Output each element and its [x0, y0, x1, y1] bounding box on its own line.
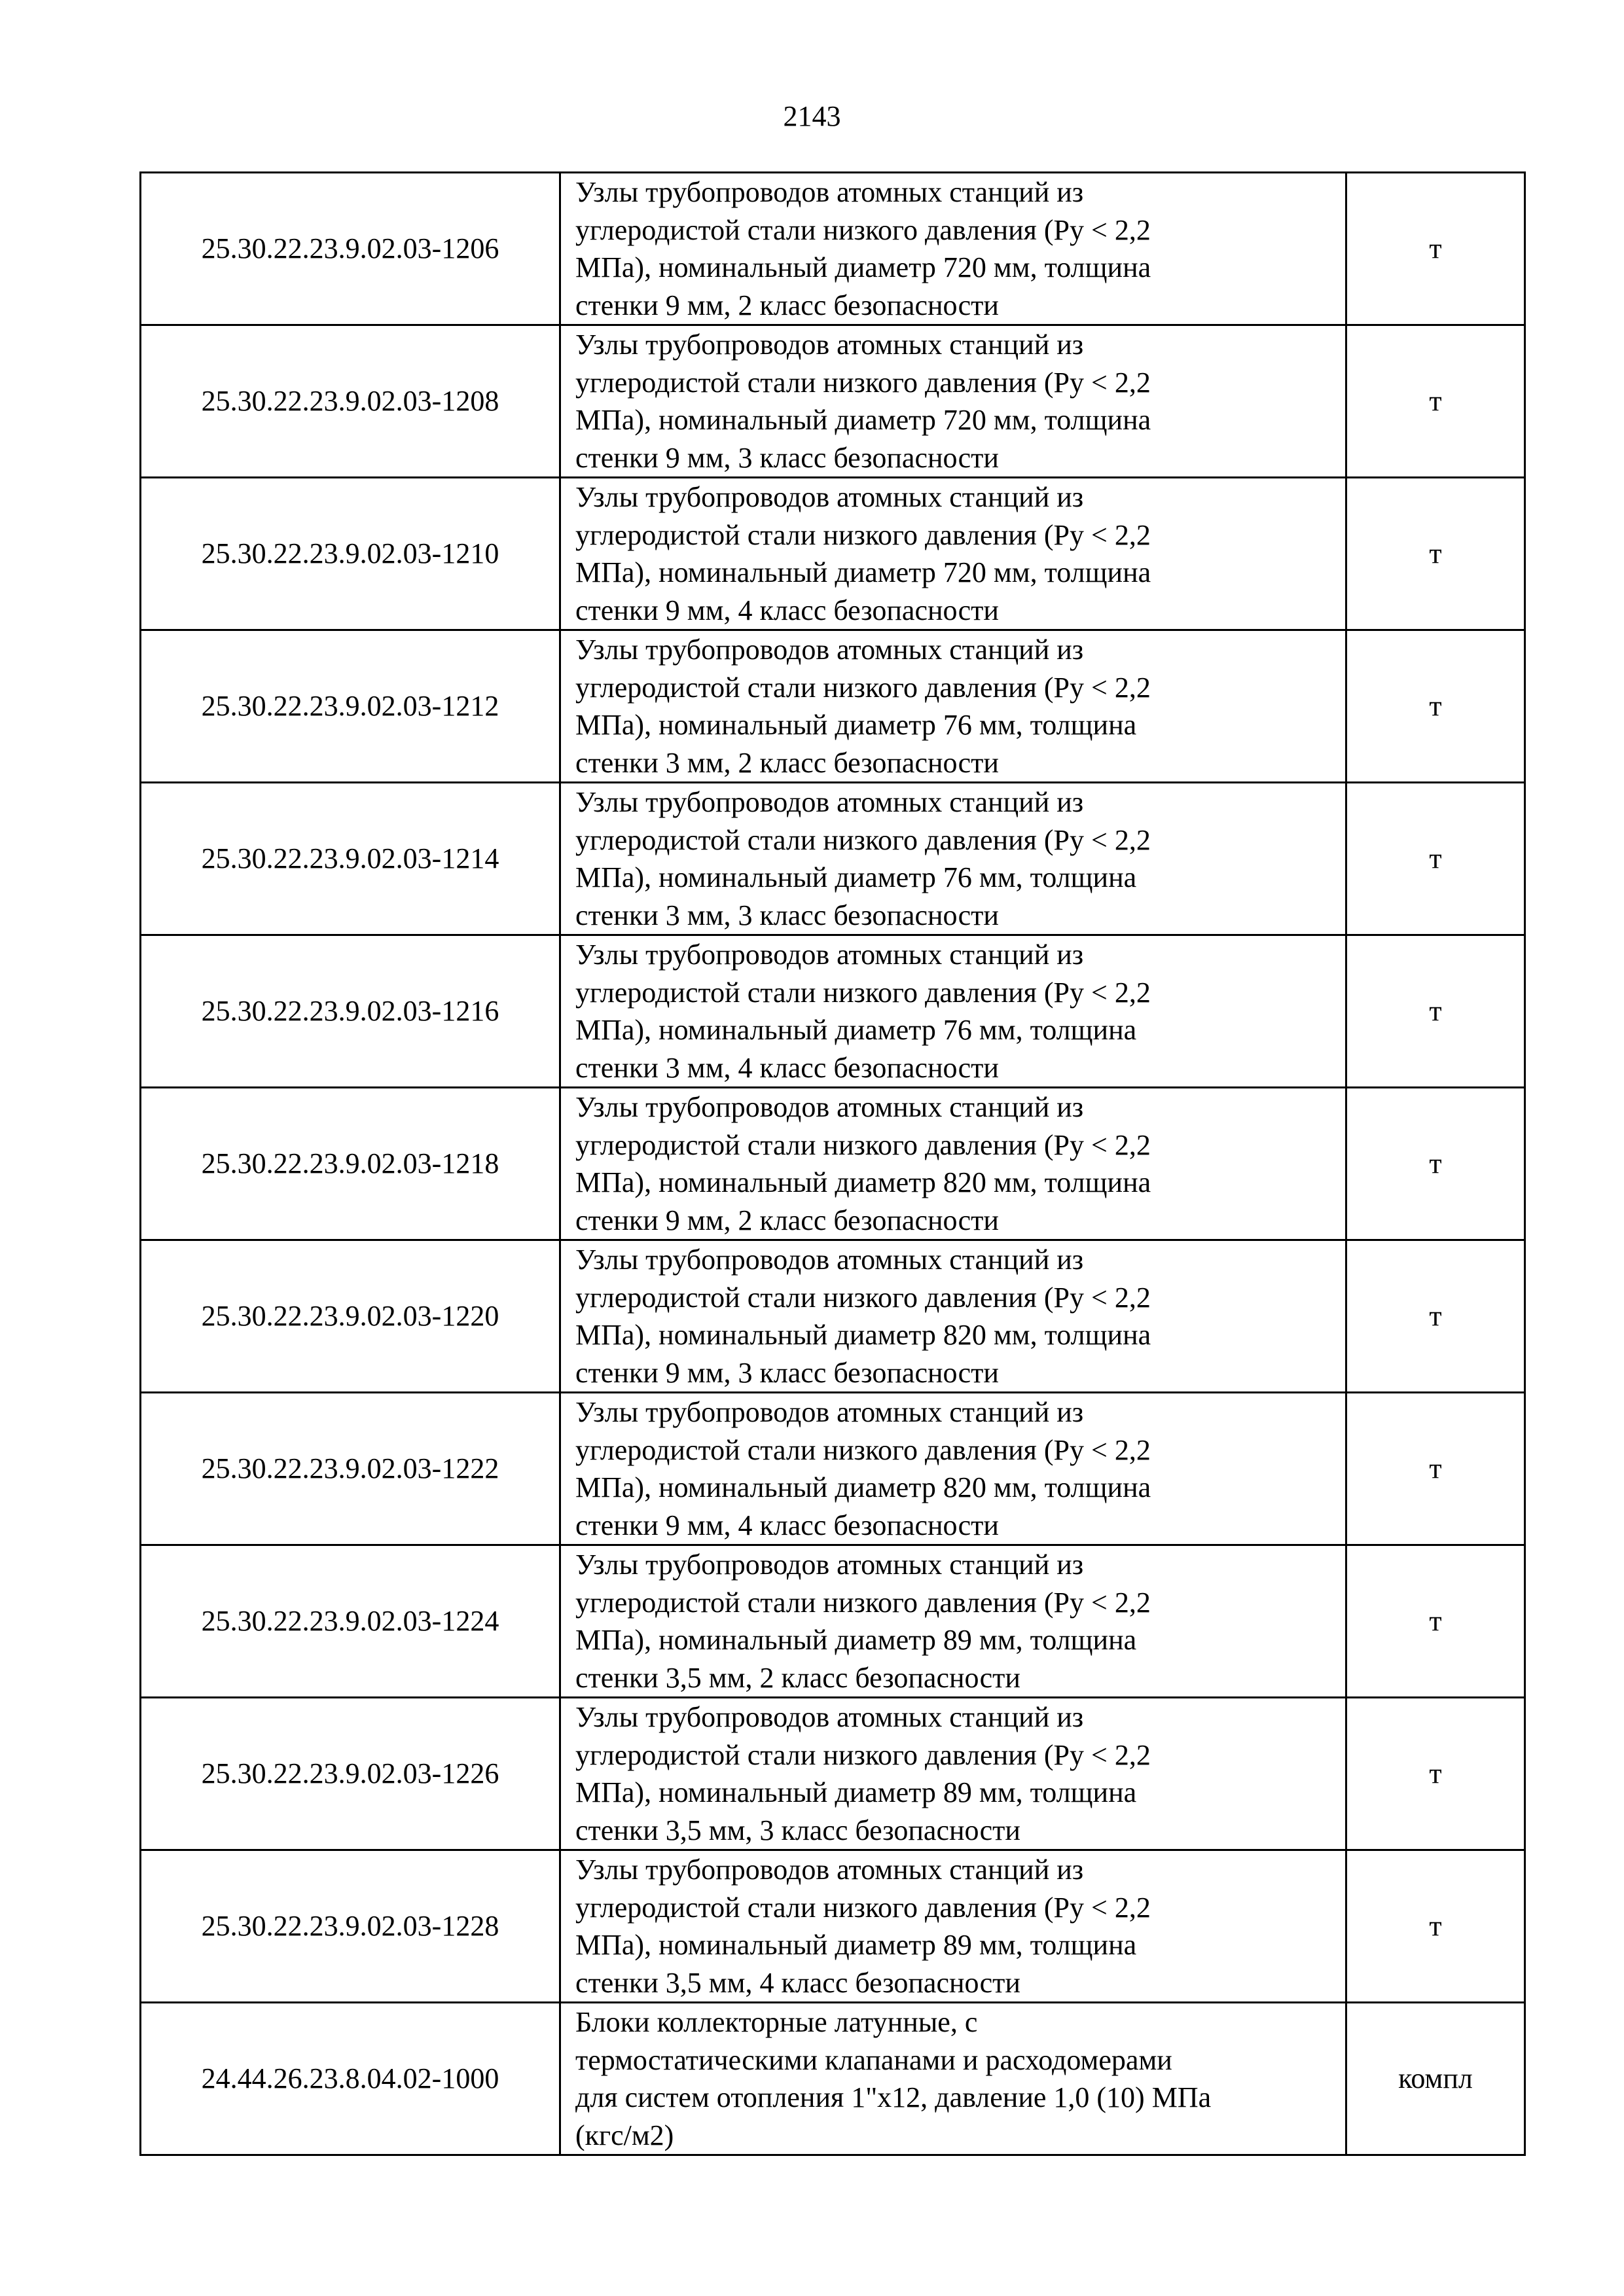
resource-name-line: Узлы трубопроводов атомных станций из	[575, 1854, 1084, 1886]
resource-name-line: Узлы трубопроводов атомных станций из	[575, 1244, 1084, 1276]
resource-name-line: стенки 9 мм, 2 класс безопасности	[575, 289, 999, 321]
resource-code: 25.30.22.23.9.02.03-1224	[141, 1545, 560, 1698]
resource-name	[560, 1240, 1346, 1393]
resource-name-line: углеродистой стали низкого давления (Ру < 2,2	[575, 671, 1151, 704]
table-row	[141, 1088, 1525, 1240]
resource-name-line: Узлы трубопроводов атомных станций из	[575, 481, 1084, 513]
resource-name-line: Узлы трубопроводов атомных станций из	[575, 1549, 1084, 1581]
unit-of-measure: т	[1346, 630, 1525, 783]
resource-name-line: МПа), номинальный диаметр 720 мм, толщина	[575, 404, 1151, 436]
resource-code: 25.30.22.23.9.02.03-1210	[141, 478, 560, 630]
resource-code: 25.30.22.23.9.02.03-1220	[141, 1240, 560, 1393]
resource-name-line: МПа), номинальный диаметр 720 мм, толщина	[575, 251, 1151, 283]
table-row	[141, 783, 1525, 935]
resource-name-line: (кгс/м2)	[575, 2119, 674, 2151]
resource-name-line: стенки 3,5 мм, 3 класс безопасности	[575, 1814, 1020, 1846]
resource-code: 25.30.22.23.9.02.03-1218	[141, 1088, 560, 1240]
resource-name-line: МПа), номинальный диаметр 720 мм, толщина	[575, 556, 1151, 588]
unit-of-measure: т	[1346, 935, 1525, 1088]
resource-name-line: Узлы трубопроводов атомных станций из	[575, 176, 1084, 208]
resource-name-line: Узлы трубопроводов атомных станций из	[575, 939, 1084, 971]
resource-name	[560, 1698, 1346, 1850]
table-row	[141, 1545, 1525, 1698]
resource-name-line: углеродистой стали низкого давления (Ру < 2,2	[575, 213, 1151, 246]
unit-of-measure: т	[1346, 1393, 1525, 1545]
unit-of-measure: т	[1346, 1698, 1525, 1850]
resource-name	[560, 2003, 1346, 2155]
resource-code: 25.30.22.23.9.02.03-1206	[141, 173, 560, 325]
unit-of-measure: т	[1346, 1240, 1525, 1393]
resource-name-line: углеродистой стали низкого давления (Ру < 2,2	[575, 1128, 1151, 1161]
resource-name-line: МПа), номинальный диаметр 76 мм, толщина	[575, 861, 1137, 893]
resource-name-line: МПа), номинальный диаметр 76 мм, толщина	[575, 1014, 1137, 1046]
unit-of-measure: т	[1346, 325, 1525, 478]
resource-name-line: углеродистой стали низкого давления (Ру < 2,2	[575, 976, 1151, 1009]
resource-name	[560, 325, 1346, 478]
resource-name-line: углеродистой стали низкого давления (Ру < 2,2	[575, 1281, 1151, 1314]
resource-name-line: стенки 3 мм, 2 класс безопасности	[575, 746, 999, 779]
unit-of-measure: т	[1346, 783, 1525, 935]
resource-name-line: стенки 3 мм, 3 класс безопасности	[575, 899, 999, 931]
resource-name-line: МПа), номинальный диаметр 820 мм, толщина	[575, 1471, 1151, 1503]
table-row	[141, 325, 1525, 478]
table-row	[141, 478, 1525, 630]
unit-of-measure: компл	[1346, 2003, 1525, 2155]
resource-name-line: углеродистой стали низкого давления (Ру < 2,2	[575, 823, 1151, 856]
resource-name-line: для систем отопления 1"х12, давление 1,0 (10) МПа	[575, 2081, 1212, 2113]
resource-code: 25.30.22.23.9.02.03-1222	[141, 1393, 560, 1545]
resource-name-line: стенки 9 мм, 2 класс безопасности	[575, 1204, 999, 1236]
resource-name	[560, 1850, 1346, 2003]
unit-of-measure: т	[1346, 478, 1525, 630]
resource-table	[139, 171, 1526, 2156]
resource-name-line: Блоки коллекторные латунные, с	[575, 2006, 978, 2038]
resource-name	[560, 630, 1346, 783]
resource-name	[560, 935, 1346, 1088]
unit-of-measure: т	[1346, 1545, 1525, 1698]
resource-name	[560, 1545, 1346, 1698]
table-row	[141, 1393, 1525, 1545]
resource-name-line: Узлы трубопроводов атомных станций из	[575, 329, 1084, 361]
resource-name-line: МПа), номинальный диаметр 89 мм, толщина	[575, 1776, 1137, 1808]
resource-name-line: термостатическими клапанами и расходомерами	[575, 2043, 1172, 2076]
resource-code: 25.30.22.23.9.02.03-1226	[141, 1698, 560, 1850]
resource-name-line: МПа), номинальный диаметр 820 мм, толщина	[575, 1319, 1151, 1351]
resource-name-line: МПа), номинальный диаметр 89 мм, толщина	[575, 1929, 1137, 1961]
resource-name-line: МПа), номинальный диаметр 89 мм, толщина	[575, 1624, 1137, 1656]
resource-name	[560, 1088, 1346, 1240]
resource-name-line: МПа), номинальный диаметр 820 мм, толщина	[575, 1166, 1151, 1198]
resource-name-line: МПа), номинальный диаметр 76 мм, толщина	[575, 709, 1137, 741]
unit-of-measure: т	[1346, 173, 1525, 325]
resource-name-line: стенки 9 мм, 4 класс безопасности	[575, 594, 999, 626]
table-row	[141, 1698, 1525, 1850]
resource-name-line: стенки 3,5 мм, 4 класс безопасности	[575, 1966, 1020, 1999]
resource-code: 25.30.22.23.9.02.03-1216	[141, 935, 560, 1088]
resource-name-line: углеродистой стали низкого давления (Ру < 2,2	[575, 1891, 1151, 1924]
resource-name-line: углеродистой стали низкого давления (Ру < 2,2	[575, 1738, 1151, 1771]
table-row	[141, 1240, 1525, 1393]
resource-code: 24.44.26.23.8.04.02-1000	[141, 2003, 560, 2155]
resource-name-line: стенки 3 мм, 4 класс безопасности	[575, 1051, 999, 1084]
table-row	[141, 2003, 1525, 2155]
unit-of-measure: т	[1346, 1088, 1525, 1240]
resource-name-line: Узлы трубопроводов атомных станций из	[575, 634, 1084, 666]
table-row	[141, 630, 1525, 783]
resource-code: 25.30.22.23.9.02.03-1214	[141, 783, 560, 935]
table-row	[141, 935, 1525, 1088]
resource-name	[560, 478, 1346, 630]
unit-of-measure: т	[1346, 1850, 1525, 2003]
table-row	[141, 1850, 1525, 2003]
resource-name-line: Узлы трубопроводов атомных станций из	[575, 1091, 1084, 1123]
resource-name-line: стенки 3,5 мм, 2 класс безопасности	[575, 1661, 1020, 1694]
resource-name-line: углеродистой стали низкого давления (Ру < 2,2	[575, 1433, 1151, 1466]
resource-name-line: стенки 9 мм, 3 класс безопасности	[575, 441, 999, 474]
resource-name-line: Узлы трубопроводов атомных станций из	[575, 786, 1084, 818]
resource-name-line: углеродистой стали низкого давления (Ру < 2,2	[575, 1586, 1151, 1619]
table-body	[141, 173, 1525, 2155]
resource-name-line: Узлы трубопроводов атомных станций из	[575, 1396, 1084, 1428]
resource-code: 25.30.22.23.9.02.03-1208	[141, 325, 560, 478]
resource-name-line: Узлы трубопроводов атомных станций из	[575, 1701, 1084, 1733]
resource-name-line: углеродистой стали низкого давления (Ру < 2,2	[575, 366, 1151, 399]
resource-name-line: стенки 9 мм, 4 класс безопасности	[575, 1509, 999, 1541]
table-row	[141, 173, 1525, 325]
resource-code: 25.30.22.23.9.02.03-1228	[141, 1850, 560, 2003]
resource-name	[560, 783, 1346, 935]
resource-name-line: стенки 9 мм, 3 класс безопасности	[575, 1356, 999, 1389]
resource-name	[560, 173, 1346, 325]
page-number: 2143	[783, 100, 841, 132]
resource-code: 25.30.22.23.9.02.03-1212	[141, 630, 560, 783]
resource-name-line: углеродистой стали низкого давления (Ру < 2,2	[575, 518, 1151, 551]
resource-name	[560, 1393, 1346, 1545]
